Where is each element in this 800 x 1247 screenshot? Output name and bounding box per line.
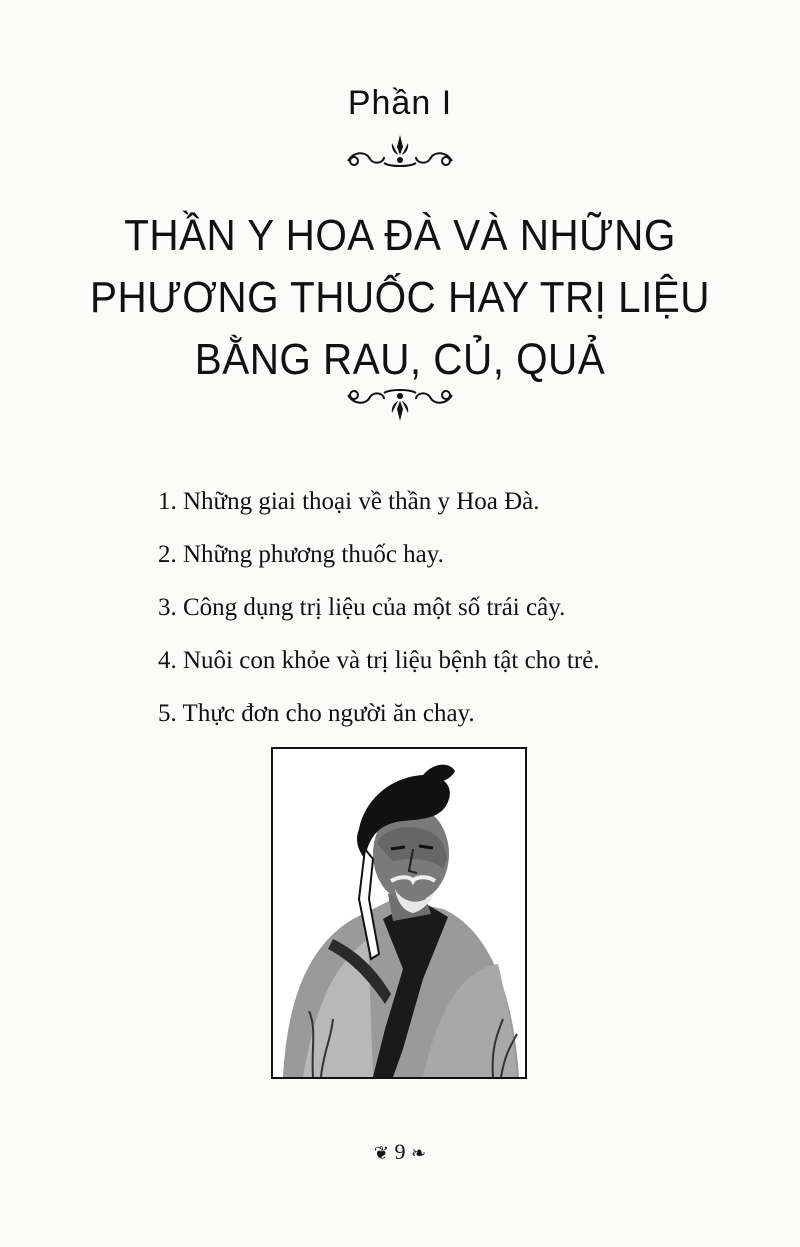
scroll-flourish-icon (340, 383, 460, 423)
section-list-item: 5. Thực đơn cho người ăn chay. (158, 700, 475, 727)
portrait-illustration (271, 747, 527, 1079)
chapter-title-line: BẰNG RAU, CỦ, QUẢ (194, 335, 606, 384)
section-list-item: 3. Công dụng trị liệu của một số trái cây. (158, 594, 566, 621)
page-number (0, 1139, 800, 1165)
chapter-title-line: PHƯƠNG THUỐC HAY TRỊ LIỆU (90, 273, 710, 322)
section-list-item: 4. Nuôi con khỏe và trị liệu bệnh tật cho trẻ. (158, 647, 600, 674)
section-list-item: 2. Những phương thuốc hay. (158, 541, 444, 568)
section-list-item: 1. Những giai thoại về thần y Hoa Đà. (158, 488, 540, 515)
hoa-da-portrait (273, 749, 525, 1077)
page-number-value: 9 (394, 1139, 406, 1164)
leaf-flourish-icon: ❧ (411, 1143, 427, 1164)
chapter-title-line: THẦN Y HOA ĐÀ VÀ NHỮNG (124, 211, 676, 260)
section-list (158, 475, 758, 740)
leaf-flourish-icon: ❦ (373, 1143, 389, 1164)
scroll-flourish-icon (340, 133, 460, 173)
chapter-title (69, 205, 731, 391)
part-label: Phần I (347, 84, 453, 122)
